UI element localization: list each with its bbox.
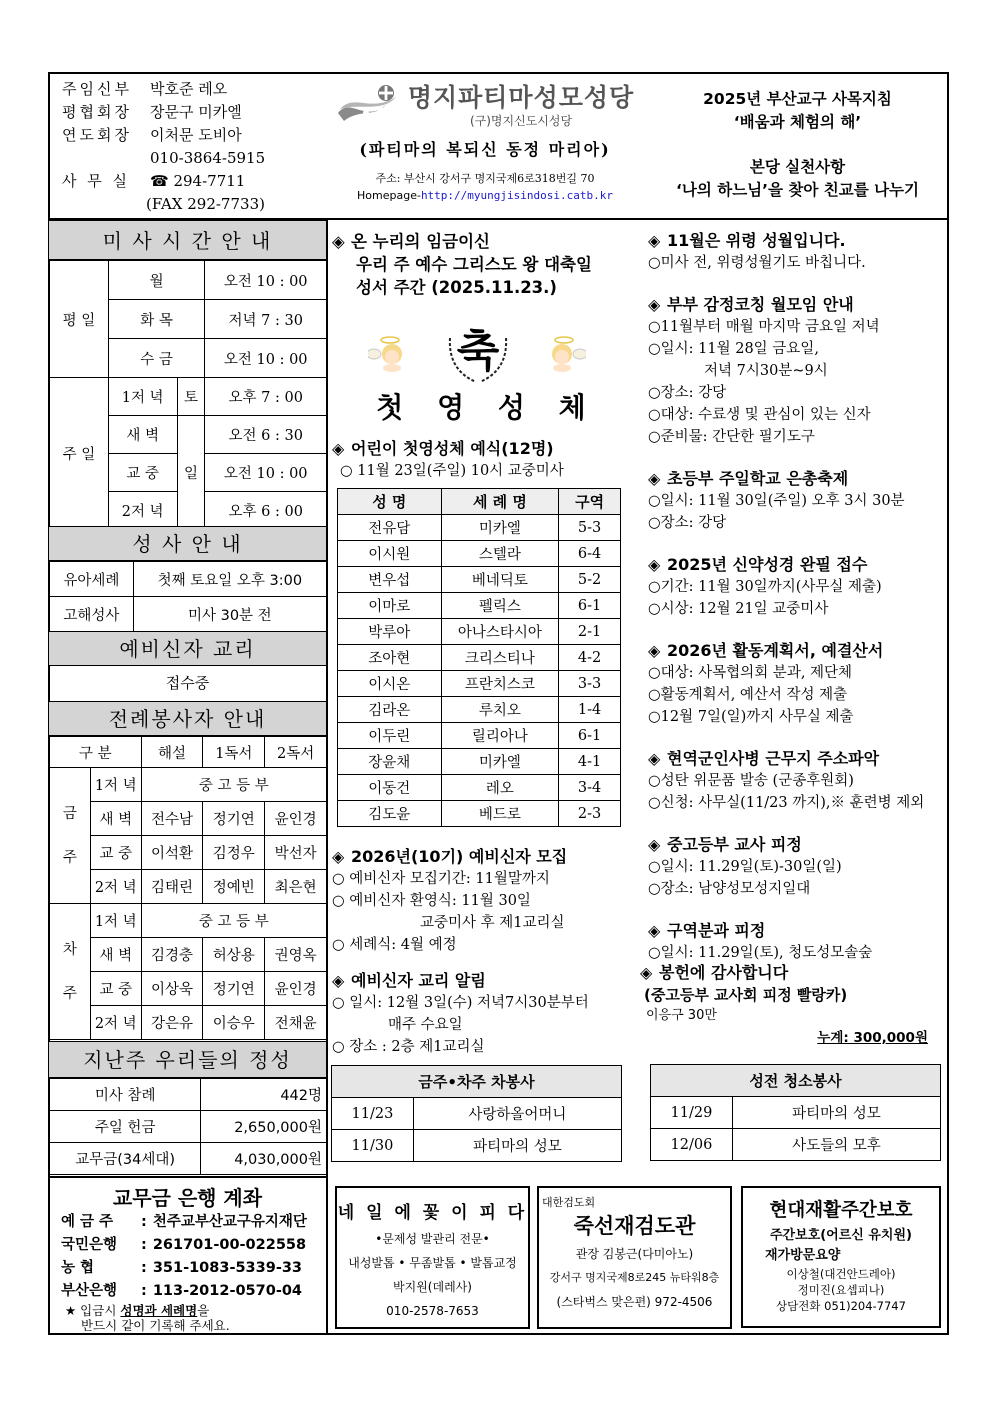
catechumen-title: 예비신자 교리 — [49, 631, 326, 666]
tea-service-title: 금주•차주 차봉사 — [332, 1066, 622, 1098]
baptismal-name: 미카엘 — [441, 515, 559, 541]
service-group: 사도들의 모후 — [732, 1129, 940, 1161]
bank-account: 351-1083-5339-33 — [152, 1260, 303, 1276]
announcement-item: ○활동계획서, 예산서 작성 제출 — [648, 687, 848, 703]
diamond-bullet-icon: ◈ — [332, 439, 345, 458]
announcement-item: ○성탄 위문품 발송 (군종후원회) — [648, 773, 854, 789]
bank-label: 부산은행 — [61, 1283, 118, 1299]
diocese-theme: ‘배움과 체험의 해’ — [733, 113, 862, 131]
bank-value: 천주교부산교구유지재단 — [152, 1214, 307, 1230]
baptismal-name: 레오 — [441, 775, 559, 801]
church-logo-icon — [336, 83, 402, 125]
child-name: 이마로 — [338, 593, 442, 619]
district: 2-1 — [559, 619, 621, 645]
announcement-section — [648, 230, 944, 274]
child-name: 이두린 — [338, 723, 442, 749]
announcement-section — [648, 468, 944, 534]
mass-time: 오후 6 : 00 — [205, 492, 327, 530]
liturgy-name: 이석환 — [141, 836, 203, 870]
church-old-name: (구)명지신도시성당 — [469, 114, 573, 128]
diamond-bullet-icon: ◈ — [648, 555, 661, 574]
ad-kendo: 대한검도회 죽선재검도관 관장 김봉근(다미아노) 강서구 명지국제8로245 뉴타워8층 (스타벅스 맞은편) 972-4506 — [537, 1186, 732, 1329]
offering-title: 지난주 우리들의 정성 — [49, 1041, 326, 1078]
announcement-item: ○준비물: 간단한 필기도구 — [648, 429, 815, 445]
next-week-label: 차 주 — [50, 904, 91, 1040]
column-header: 구역 — [559, 489, 621, 515]
announcement-item: ○시상: 12월 21일 교중미사 — [648, 601, 829, 617]
first-communion-table — [337, 488, 621, 827]
district: 3-4 — [559, 775, 621, 801]
diamond-bullet-icon: ◈ — [332, 847, 345, 866]
announcement-title: 초등부 주일학교 은총축제 — [667, 469, 849, 488]
table-row — [338, 671, 621, 697]
mass-time: 오후 7 : 00 — [205, 378, 327, 416]
announcement-item: ○미사 전, 위령성월기도 바칩니다. — [648, 255, 866, 271]
announcement-item: ○대상: 수료생 및 관심이 있는 신자 — [648, 407, 871, 423]
table-row — [338, 697, 621, 723]
table-row — [338, 593, 621, 619]
this-week-label: 금 주 — [50, 768, 91, 904]
diamond-bullet-icon: ◈ — [648, 231, 661, 250]
liturgy-slot: 1저 녁 — [90, 768, 141, 802]
offering-label: 미사 참례 — [50, 1079, 201, 1111]
service-group: 파티마의 성모 — [732, 1097, 940, 1129]
child-name: 김도윤 — [338, 801, 442, 827]
child-name: 전유담 — [338, 515, 442, 541]
staff-list — [62, 78, 322, 216]
liturgy-header: 1독서 — [203, 737, 265, 768]
liturgy-name: 정기연 — [203, 802, 265, 836]
announcement-item: ○11월부터 매월 마지막 금요일 저녁 — [648, 319, 880, 335]
staff-role: 사 무 실 — [62, 172, 131, 190]
liturgy-header: 구 분 — [50, 737, 142, 768]
liturgy-name: 이승우 — [203, 1006, 265, 1040]
child-name: 조아현 — [338, 645, 442, 671]
staff-name: 박호준 레오 — [150, 80, 228, 98]
liturgy-group: 중 고 등 부 — [141, 768, 326, 802]
first-communion-info: ◈ 어린이 첫영성체 예식(12명) ○ 11월 23일(주일) 10시 교중미사 — [332, 439, 564, 479]
child-name: 장윤채 — [338, 749, 442, 775]
announcement-item: ○일시: 11.29일(토)-30일(일) — [648, 859, 842, 875]
ad-foot-care: 네 일 에 꽃 이 피 다 •문제성 발관리 전문• 내성발톱 • 무좀발톱 • 발톱교정 박지원(데레사) 010-2578-7653 — [335, 1186, 530, 1329]
district: 2-3 — [559, 801, 621, 827]
liturgy-group: 중 고 등 부 — [141, 904, 326, 938]
offering-value: 2,650,000원 — [201, 1111, 327, 1143]
liturgy-name: 김정우 — [203, 836, 265, 870]
table-row — [338, 515, 621, 541]
svg-text:축: 축 — [456, 326, 500, 377]
sacrament-label: 유아세례 — [50, 562, 134, 597]
announcement-section — [648, 920, 944, 964]
district: 3-3 — [559, 671, 621, 697]
table-row — [338, 541, 621, 567]
liturgy-name: 이상욱 — [141, 972, 203, 1006]
column-header: 성 명 — [338, 489, 442, 515]
announcement-item: 저녁 7시30분~9시 — [704, 363, 828, 379]
staff-role: 평협회장 — [62, 103, 132, 121]
baptismal-name: 아나스타시아 — [441, 619, 559, 645]
staff-role: 주임신부 — [62, 80, 132, 98]
diamond-bullet-icon: ◈ — [648, 921, 661, 940]
offering-table — [49, 1078, 327, 1175]
table-row — [338, 801, 621, 827]
mass-day: 토 — [177, 378, 205, 416]
district: 4-2 — [559, 645, 621, 671]
bank-title: 교무금 은행 계좌 — [112, 1186, 263, 1210]
announcement-section — [648, 294, 944, 448]
child-name: 변우섭 — [338, 567, 442, 593]
catechumen-class: ◈ 예비신자 교리 알림 ○ 일시: 12월 3일(수) 저녁7시30분부터 매주 수요일 ○ 장소 : 2층 제1교리실 — [332, 971, 589, 1055]
announcement-section — [648, 554, 944, 620]
announcements — [648, 230, 944, 964]
liturgy-name: 박선자 — [265, 836, 327, 870]
liturgy-header: 해설 — [141, 737, 203, 768]
office-phone: ☎ 294-7711 — [150, 172, 246, 190]
bank-account: 113-2012-0570-04 — [152, 1283, 303, 1299]
sacrament-value: 미사 30분 전 — [133, 597, 326, 632]
mass-slot: 교 중 — [108, 454, 177, 492]
pastoral-guidelines — [650, 88, 945, 202]
bank-note: ★ 입금시 성명과 세례명을 반드시 같이 기록해 주세요. — [65, 1303, 230, 1333]
homepage-link[interactable]: http://myungjisindosi.catb.kr — [420, 189, 613, 202]
liturgy-table — [49, 736, 327, 1040]
diamond-bullet-icon: ◈ — [332, 232, 345, 251]
table-row — [338, 749, 621, 775]
liturgy-name: 윤인경 — [265, 802, 327, 836]
baptismal-name: 베드로 — [441, 801, 559, 827]
child-name: 박루아 — [338, 619, 442, 645]
announcement-item: ○신청: 사무실(11/23 까지),※ 훈련병 제외 — [648, 795, 925, 811]
child-name: 이시원 — [338, 541, 442, 567]
baptismal-name: 펠릭스 — [441, 593, 559, 619]
service-date: 11/29 — [651, 1097, 733, 1129]
liturgy-name: 김경충 — [141, 938, 203, 972]
child-name: 김라온 — [338, 697, 442, 723]
offering-value: 4,030,000원 — [201, 1143, 327, 1175]
liturgy-name: 강은유 — [141, 1006, 203, 1040]
laurel-wreath-icon — [438, 318, 518, 388]
cleaning-service-title: 성전 청소봉사 — [651, 1065, 941, 1097]
table-row — [338, 567, 621, 593]
service-group: 파티마의 성모 — [413, 1130, 621, 1162]
table-row — [338, 723, 621, 749]
thanks-total: 누계: 300,000원 — [817, 1030, 928, 1046]
announcement-title: 현역군인사병 근무지 주소파악 — [667, 749, 880, 768]
homepage-label: Homepage- — [357, 189, 421, 202]
announcement-section — [648, 834, 944, 900]
feast-announcement: ◈ 온 누리의 임금이신 우리 주 예수 그리스도 왕 대축일 성서 주간 (2025.11.23.) — [332, 232, 592, 297]
diamond-bullet-icon: ◈ — [648, 749, 661, 768]
offering-label: 교무금(34세대) — [50, 1143, 201, 1175]
announcement-item: ○장소: 남양성모성지일대 — [648, 881, 811, 897]
mass-times-table — [49, 260, 327, 530]
staff-name: 이처문 도비아 — [150, 126, 242, 144]
offering-value: 442명 — [201, 1079, 327, 1111]
liturgy-name: 전수남 — [141, 802, 203, 836]
announcement-item: ○장소: 강당 — [648, 385, 727, 401]
baptismal-name: 미카엘 — [441, 749, 559, 775]
church-name: 명지파티마성모성당 — [407, 83, 635, 112]
district: 1-4 — [559, 697, 621, 723]
baptismal-name: 베네딕토 — [441, 567, 559, 593]
district: 5-2 — [559, 567, 621, 593]
sunday-label: 주 일 — [50, 378, 109, 530]
bank-label: 국민은행 — [61, 1237, 118, 1253]
mass-time: 오전 10 : 00 — [205, 454, 327, 492]
parish-practice-title: 본당 실천사항 — [749, 158, 846, 176]
table-row — [338, 775, 621, 801]
district: 4-1 — [559, 749, 621, 775]
baptismal-name: 프란치스코 — [441, 671, 559, 697]
sacrament-value: 첫째 토요일 오후 3:00 — [133, 562, 326, 597]
liturgy-slot: 2저 녁 — [90, 870, 141, 904]
staff-role — [62, 193, 146, 216]
baptismal-name: 크리스티나 — [441, 645, 559, 671]
offering-label: 주일 헌금 — [50, 1111, 201, 1143]
sacraments-title: 성 사 안 내 — [49, 526, 326, 561]
parish-practice: ‘나의 하느님’을 찾아 친교를 나누기 — [676, 181, 919, 199]
announcement-title: 중고등부 교사 피정 — [667, 835, 802, 854]
weekday-label: 평 일 — [50, 261, 109, 378]
catechumen-recruit: ◈ 2026년(10기) 예비신자 모집 ○ 예비신자 모집기간: 11월말까지 ○ 예비신자 환영식: 11월 30일 교중미사 후 제1교리실 ○ 세례식: 4월 예정 — [332, 847, 568, 953]
office-fax: (FAX 292-7733) — [146, 195, 265, 213]
diamond-bullet-icon: ◈ — [648, 835, 661, 854]
service-group: 사랑하올어머니 — [413, 1098, 621, 1130]
liturgy-name: 윤인경 — [265, 972, 327, 1006]
liturgy-name: 정예빈 — [203, 870, 265, 904]
mass-day: 화 목 — [108, 300, 205, 339]
diamond-bullet-icon: ◈ — [640, 963, 653, 982]
district: 6-1 — [559, 593, 621, 619]
service-date: 11/23 — [332, 1098, 414, 1130]
mass-day: 수 금 — [108, 339, 205, 378]
cleaning-service-table — [650, 1064, 941, 1161]
liturgy-slot: 새 벽 — [90, 802, 141, 836]
staff-role: 연도회장 — [62, 126, 132, 144]
baptismal-name: 스텔라 — [441, 541, 559, 567]
column-header: 세 례 명 — [441, 489, 559, 515]
mass-time: 저녁 7 : 30 — [205, 300, 327, 339]
announcement-item: ○기간: 11월 30일까지(사무실 제출) — [648, 579, 882, 595]
church-patron: (파티마의 복되신 동정 마리아) — [359, 140, 611, 159]
liturgy-slot: 2저 녁 — [90, 1006, 141, 1040]
announcement-item: ○장소: 강당 — [648, 515, 727, 531]
angel-icon — [544, 334, 586, 374]
table-row — [338, 645, 621, 671]
baptismal-name: 루치오 — [441, 697, 559, 723]
announcement-section — [648, 748, 944, 814]
first-communion-title: 첫 영 성 체 — [376, 391, 598, 424]
diocese-guideline: 2025년 부산교구 사목지침 — [703, 90, 892, 108]
announcement-item: ○일시: 11월 28일 금요일, — [648, 341, 819, 357]
district: 6-1 — [559, 723, 621, 749]
announcement-section — [648, 640, 944, 728]
mass-time: 오전 6 : 30 — [205, 416, 327, 454]
mass-time: 오전 10 : 00 — [205, 339, 327, 378]
sacrament-label: 고해성사 — [50, 597, 134, 632]
diamond-bullet-icon: ◈ — [648, 469, 661, 488]
liturgy-slot: 교 중 — [90, 972, 141, 1006]
announcement-item: ○일시: 11월 30일(주일) 오후 3시 30분 — [648, 493, 905, 509]
catechumen-status: 접수중 — [165, 674, 210, 692]
liturgy-slot: 1저 녁 — [90, 904, 141, 938]
mass-slot: 2저 녁 — [108, 492, 177, 530]
announcement-item: ○일시: 11.29일(토), 청도성모솔숲 — [648, 945, 873, 961]
bank-label: 예 금 주 — [61, 1214, 114, 1230]
liturgy-name: 김태린 — [141, 870, 203, 904]
staff-phone: 010-3864-5915 — [150, 149, 266, 167]
church-address: 주소: 부산시 강서구 명지국제6로318번길 70 — [375, 172, 595, 185]
service-date: 12/06 — [651, 1129, 733, 1161]
liturgy-name: 정기연 — [203, 972, 265, 1006]
child-name: 이시온 — [338, 671, 442, 697]
diamond-bullet-icon: ◈ — [648, 641, 661, 660]
diamond-bullet-icon: ◈ — [332, 971, 345, 990]
liturgy-title: 전례봉사자 안내 — [49, 701, 326, 736]
bank-account: 261701-00-022558 — [152, 1237, 307, 1253]
announcement-item: ○대상: 사목협의회 분과, 제단체 — [648, 665, 853, 681]
announcement-title: 구역분과 피정 — [667, 921, 766, 940]
child-name: 이동건 — [338, 775, 442, 801]
celebration-emblem — [368, 318, 588, 390]
diamond-bullet-icon: ◈ — [648, 295, 661, 314]
sacraments-table — [49, 561, 327, 632]
baptismal-name: 릴리아나 — [441, 723, 559, 749]
mass-slot: 새 벽 — [108, 416, 177, 454]
bank-label: 농 협 — [61, 1260, 95, 1276]
liturgy-name: 허상용 — [203, 938, 265, 972]
liturgy-name: 최은현 — [265, 870, 327, 904]
district: 5-3 — [559, 515, 621, 541]
service-date: 11/30 — [332, 1130, 414, 1162]
liturgy-slot: 새 벽 — [90, 938, 141, 972]
announcement-title: 2025년 신약성경 완필 접수 — [667, 555, 868, 574]
staff-name: 장문구 미카엘 — [150, 103, 242, 121]
liturgy-name: 전채윤 — [265, 1006, 327, 1040]
announcement-title: 부부 감정코칭 월모임 안내 — [667, 295, 854, 314]
mass-day: 일 — [177, 416, 205, 530]
angel-icon — [368, 334, 410, 374]
bank-info: 교무금 은행 계좌 예 금 주 : 천주교부산교구유지재단 국민은행 : 261701-00-022558 농 협 : 351-1083-5339-33 부산은행 : 113-2012-0570-04 ★ 입금시 성명과 세례명을 반드시 같이 기록해 주세요. — [49, 1176, 326, 1334]
thanks-section: ◈ 봉헌에 감사합니다 (중고등부 교사회 피정 빨랑카) 이응구 30만 누계: 300,000원 — [640, 963, 928, 1046]
liturgy-slot: 교 중 — [90, 836, 141, 870]
district: 6-4 — [559, 541, 621, 567]
announcement-title: 11월은 위령 성월입니다. — [667, 231, 846, 250]
table-row — [338, 619, 621, 645]
staff-role — [62, 147, 150, 170]
church-masthead — [330, 78, 640, 202]
mass-times-title: 미 사 시 간 안 내 — [49, 220, 326, 260]
tea-service-table — [331, 1065, 622, 1162]
announcement-item: ○12월 7일(일)까지 사무실 제출 — [648, 709, 854, 725]
announcement-title: 2026년 활동계획서, 예결산서 — [667, 641, 884, 660]
liturgy-header: 2독서 — [265, 737, 327, 768]
mass-day: 월 — [108, 261, 205, 300]
ad-daycare: 현대재활주간보호 주간보호(어르신 유치원) 재가방문요양 이상철(대건안드레아) 정미진(요셉피나) 상담전화 051)204-7747 — [741, 1186, 941, 1328]
mass-time: 오전 10 : 00 — [205, 261, 327, 300]
liturgy-name: 권영옥 — [265, 938, 327, 972]
mass-slot: 1저 녁 — [108, 378, 177, 416]
